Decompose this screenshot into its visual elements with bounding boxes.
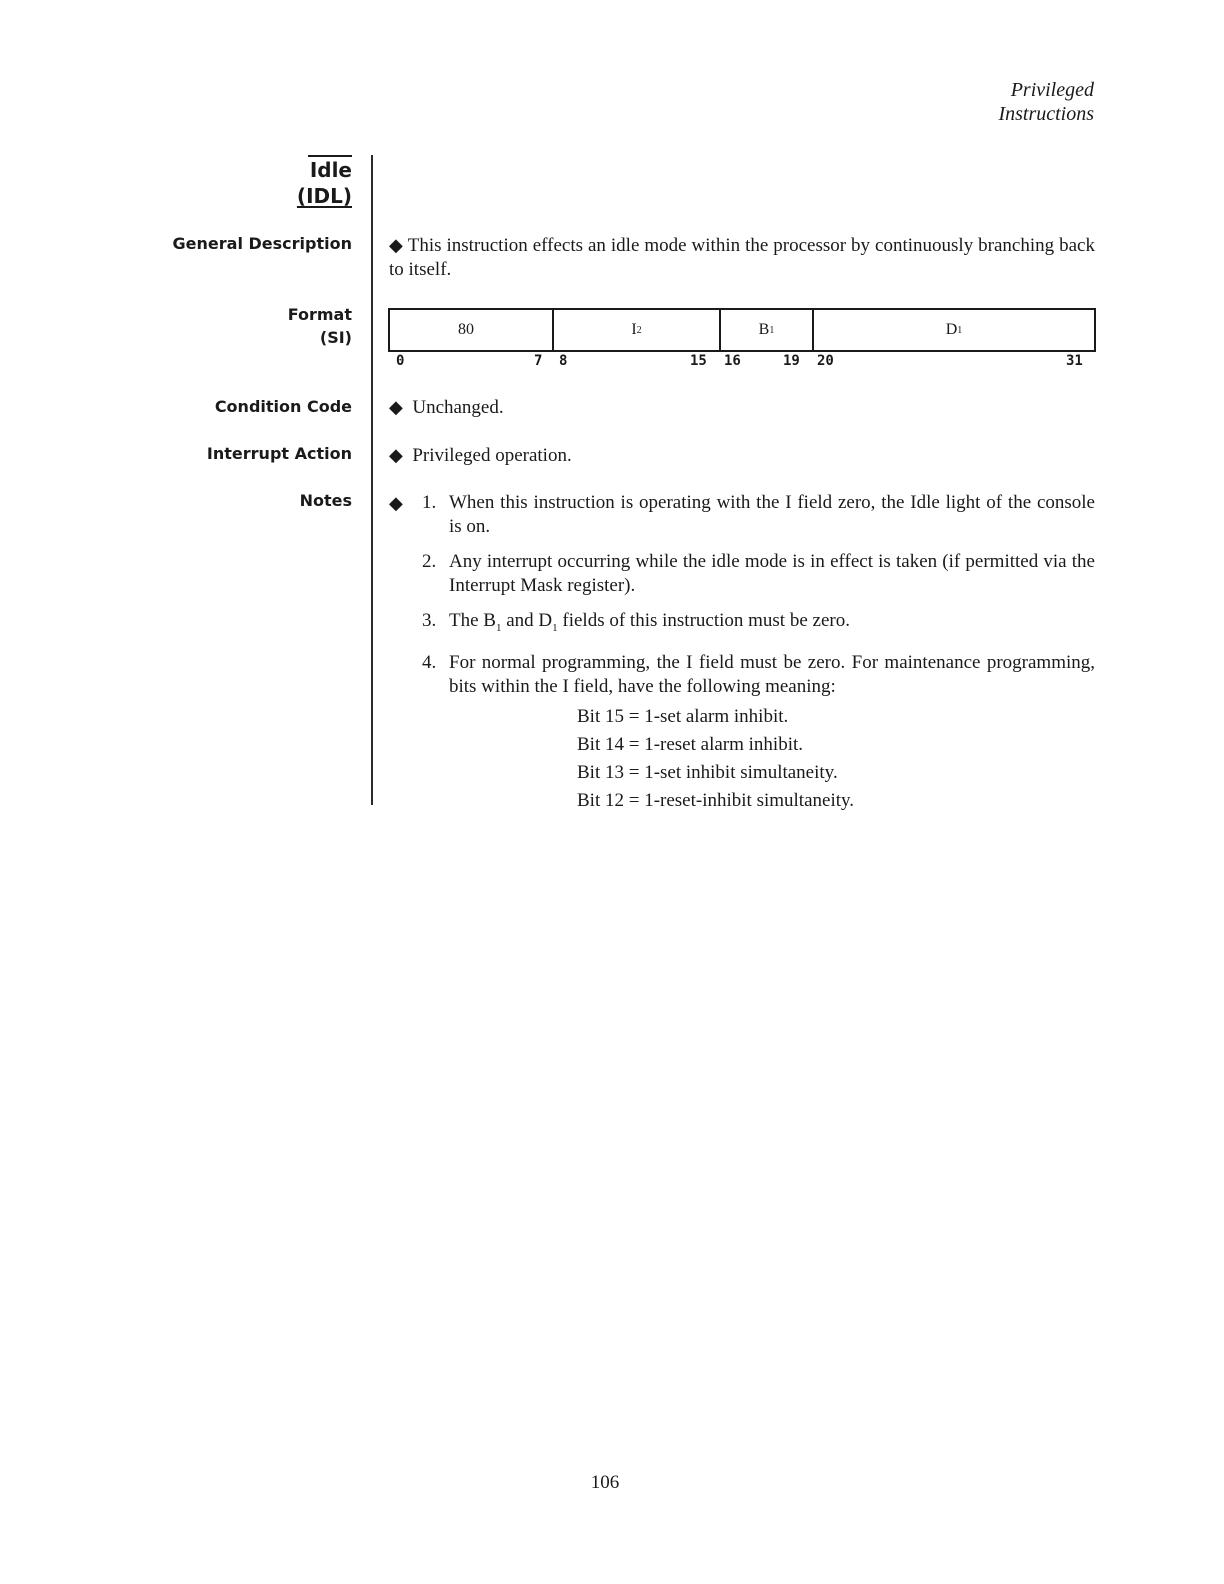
format-field-d1-label: D [945,321,958,338]
bit-number: 7 [534,353,543,369]
note-text: When this instruction is operating with the I field zero, the Idle light of the console is on. [449,492,1095,537]
note-text-part: fields of this instruction must be zero. [557,610,850,631]
note-text-part: and D [501,610,553,631]
format-field-i2 [554,310,721,350]
note-number: 4. [422,651,437,673]
bit-number: 15 [690,353,707,369]
note-subscript: 1 [552,621,558,634]
format-field-i2-sub: 2 [636,324,642,336]
bullet-diamond-icon: ◆ [389,445,403,465]
label-general-description: General Description [172,234,352,253]
instruction-format-box [388,308,1096,352]
instruction-title [297,155,352,209]
header-line-2: Instructions [998,103,1094,125]
bit-meanings-list [577,703,1095,815]
note-text: For normal programming, the I field must be zero. For maintenance programming, bits within the I field, have the following meaning: [449,651,1095,697]
label-condition-code: Condition Code [214,397,352,416]
interrupt-action-paragraph [389,443,572,468]
general-description-paragraph [389,233,1095,282]
format-field-d1 [814,310,1094,350]
bit-number: 8 [559,353,568,369]
note-item [389,651,1095,699]
note-text [449,609,1095,640]
bit-number: 0 [396,353,405,369]
bullet-diamond-icon: ◆ [389,397,403,417]
title-name: Idle [309,158,352,182]
interrupt-action-text: Privileged operation. [412,445,572,466]
general-description-text: This instruction effects an idle mode within the processor by continuously branching back to itself. [389,235,1095,280]
note-text: Any interrupt occurring while the idle mode is in effect is taken (if permitted via the Interrupt Mask register). [449,551,1095,596]
bit-number: 19 [783,353,800,369]
note-item [389,550,1095,598]
title-mnemonic: (IDL) [296,184,352,208]
label-format-text: Format [287,305,352,324]
format-field-opcode-label: 80 [458,321,474,338]
bit-number: 16 [724,353,741,369]
bit-meaning: Bit 12 = 1-reset-inhibit simultaneity. [577,789,855,811]
note-number: 2. [422,551,437,572]
format-field-b1-sub: 1 [769,324,775,336]
condition-code-paragraph [389,395,504,420]
format-field-d1-sub: 1 [957,324,963,336]
note-subscript: 1 [495,621,502,634]
condition-code-text: Unchanged. [412,397,504,418]
note-spacer [389,550,422,598]
page-number: 106 [590,1472,620,1493]
note-spacer [389,651,422,699]
format-field-b1-label: B [758,321,770,338]
note-text-part: The B [449,610,496,631]
format-field-opcode [390,310,554,350]
bit-meaning: Bit 13 = 1-set inhibit simultaneity. [577,761,838,783]
running-header [998,78,1094,126]
bit-meaning: Bit 14 = 1-reset alarm inhibit. [577,733,804,755]
format-field-b1 [721,310,814,350]
bullet-diamond-icon: ◆ [389,235,404,255]
note-number: 3. [422,610,437,631]
label-format [288,303,352,349]
note-item [389,609,1095,640]
format-field-i2-label: I [631,321,637,338]
bit-number: 20 [817,353,834,369]
bullet-diamond-icon: ◆ [389,493,403,513]
margin-rule [371,155,373,805]
header-line-1: Privileged [1010,79,1094,101]
note-item [389,491,1095,539]
notes-list [389,491,1095,815]
label-format-type: (SI) [319,328,352,347]
note-spacer [389,609,422,640]
label-interrupt-action: Interrupt Action [206,444,352,463]
note-number: 1. [422,492,437,513]
label-notes: Notes [299,491,352,510]
bit-meaning: Bit 15 = 1-set alarm inhibit. [577,705,789,727]
bit-number: 31 [1066,353,1083,369]
